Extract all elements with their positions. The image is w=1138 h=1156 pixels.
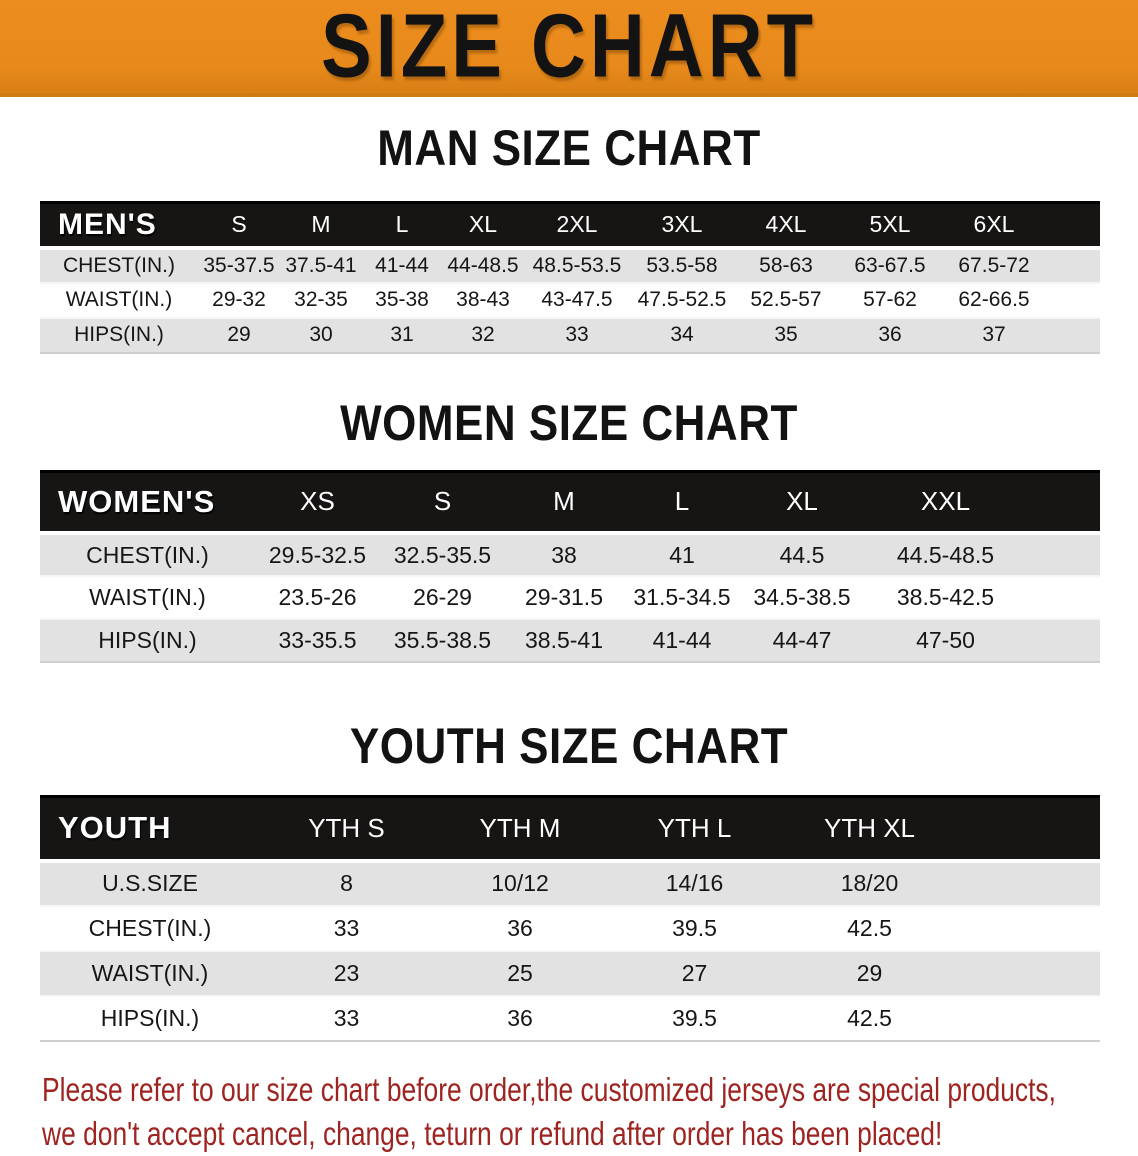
women-size-table xyxy=(40,470,1100,664)
table-corner-label: WOMEN'S xyxy=(40,471,255,533)
size-cell: 38 xyxy=(551,541,577,568)
size-cell: 29-32 xyxy=(212,288,266,311)
table-row xyxy=(40,283,1100,318)
size-column-header: S xyxy=(380,471,505,533)
size-cell: 33 xyxy=(333,1004,360,1031)
row-filler-cell xyxy=(1028,619,1100,662)
table-header-row xyxy=(40,797,1100,861)
size-cell: 18/20 xyxy=(840,870,899,896)
row-label: HIPS(IN.) xyxy=(98,627,197,653)
size-cell: 38.5-41 xyxy=(524,627,603,653)
size-column-header: YTH M xyxy=(433,797,607,861)
row-filler-cell xyxy=(957,861,1100,906)
row-filler-cell xyxy=(957,951,1100,996)
size-cell: 44.5-48.5 xyxy=(896,541,995,568)
row-filler-cell xyxy=(1046,318,1100,353)
size-column-header: XXL xyxy=(863,471,1028,533)
size-table xyxy=(40,201,1100,354)
table-row xyxy=(40,951,1100,996)
youth-section-heading: YOUTH SIZE CHART xyxy=(349,718,789,775)
size-cell: 10/12 xyxy=(491,870,549,896)
size-cell: 48.5-53.5 xyxy=(532,253,622,277)
table-row xyxy=(40,576,1100,619)
size-cell: 52.5-57 xyxy=(750,288,822,311)
table-row xyxy=(40,318,1100,353)
size-column-header: S xyxy=(198,203,280,248)
size-cell: 34.5-38.5 xyxy=(753,584,851,610)
size-cell: 36 xyxy=(507,914,533,941)
size-cell: 8 xyxy=(340,870,353,896)
size-cell: 35-38 xyxy=(375,288,429,311)
size-cell: 44-47 xyxy=(772,627,832,653)
row-filler-cell xyxy=(957,906,1100,951)
youth-size-table xyxy=(40,795,1100,1042)
size-cell: 37 xyxy=(982,323,1006,346)
size-cell: 30 xyxy=(309,323,333,346)
table-corner-label: YOUTH xyxy=(40,797,260,861)
row-label: WAIST(IN.) xyxy=(65,288,173,311)
size-cell: 44.5 xyxy=(779,541,825,568)
size-cell: 57-62 xyxy=(863,288,917,311)
row-label: HIPS(IN.) xyxy=(74,323,164,346)
size-cell: 67.5-72 xyxy=(958,253,1030,277)
size-cell: 35-37.5 xyxy=(203,253,275,277)
disclaimer-line-1: Please refer to our size chart before order,the customized jerseys are special products, xyxy=(42,1070,1056,1108)
men-section-heading: MAN SIZE CHART xyxy=(377,120,761,177)
size-cell: 25 xyxy=(507,959,533,986)
table-header-row xyxy=(40,471,1100,533)
row-label: CHEST(IN.) xyxy=(88,914,212,941)
table-header-row xyxy=(40,203,1100,248)
size-column-header: 4XL xyxy=(734,203,838,248)
row-filler-cell xyxy=(957,996,1100,1041)
size-cell: 35.5-38.5 xyxy=(393,627,492,653)
size-cell: 31.5-34.5 xyxy=(633,584,731,610)
size-cell: 36 xyxy=(507,1004,533,1031)
size-cell: 27 xyxy=(681,959,708,986)
size-cell: 37.5-41 xyxy=(285,253,357,277)
size-cell: 43-47.5 xyxy=(541,288,613,311)
size-cell: 47-50 xyxy=(916,627,975,653)
row-filler-cell xyxy=(1028,533,1100,576)
table-row xyxy=(40,533,1100,576)
size-cell: 31 xyxy=(390,323,414,346)
size-table xyxy=(40,795,1100,1042)
size-column-header: L xyxy=(623,471,741,533)
size-cell: 34 xyxy=(670,323,694,346)
row-label: CHEST(IN.) xyxy=(63,253,175,277)
disclaimer-note xyxy=(42,1068,1056,1156)
size-cell: 33 xyxy=(333,914,360,941)
size-cell: 29.5-32.5 xyxy=(268,541,367,568)
size-column-header: 6XL xyxy=(942,203,1046,248)
size-cell: 23.5-26 xyxy=(278,584,357,610)
size-cell: 29 xyxy=(227,323,251,346)
size-cell: 42.5 xyxy=(847,1004,892,1031)
row-filler-cell xyxy=(1046,248,1100,283)
size-cell: 41 xyxy=(669,541,695,568)
women-section-heading: WOMEN SIZE CHART xyxy=(340,395,798,451)
size-column-header: XS xyxy=(255,471,380,533)
size-cell: 35 xyxy=(774,323,798,346)
disclaimer-line-2: we don't accept cancel, change, teturn or refund after order has been placed! xyxy=(42,1114,943,1152)
size-column-header: L xyxy=(362,203,442,248)
men-size-table xyxy=(40,201,1100,354)
size-cell: 39.5 xyxy=(672,914,717,941)
size-cell: 44-48.5 xyxy=(447,253,519,277)
size-cell: 62-66.5 xyxy=(958,288,1030,311)
size-cell: 36 xyxy=(878,323,902,346)
size-cell: 33-35.5 xyxy=(278,627,357,653)
size-cell: 41-44 xyxy=(652,627,712,653)
size-cell: 53.5-58 xyxy=(646,253,718,277)
size-column-header: XL xyxy=(741,471,863,533)
size-column-header: YTH L xyxy=(607,797,782,861)
table-corner-label: MEN'S xyxy=(40,203,198,248)
table-row xyxy=(40,861,1100,906)
size-cell: 29 xyxy=(856,959,883,986)
table-row xyxy=(40,906,1100,951)
size-cell: 32 xyxy=(471,323,495,346)
row-filler-cell xyxy=(1028,576,1100,619)
size-cell: 58-63 xyxy=(759,253,813,277)
size-cell: 41-44 xyxy=(375,253,429,277)
size-table xyxy=(40,470,1100,664)
size-column-header: 3XL xyxy=(630,203,734,248)
size-cell: 14/16 xyxy=(665,870,724,896)
row-label: HIPS(IN.) xyxy=(100,1004,200,1031)
size-cell: 26-29 xyxy=(413,584,472,610)
size-cell: 42.5 xyxy=(847,914,892,941)
row-label: WAIST(IN.) xyxy=(91,959,209,986)
size-cell: 47.5-52.5 xyxy=(637,288,727,311)
header-filler-cell xyxy=(957,797,1100,861)
row-label: WAIST(IN.) xyxy=(89,584,206,610)
row-label: CHEST(IN.) xyxy=(86,541,209,568)
row-filler-cell xyxy=(1046,283,1100,318)
header-filler-cell xyxy=(1028,471,1100,533)
size-column-header: XL xyxy=(442,203,524,248)
size-column-header: YTH S xyxy=(260,797,433,861)
size-cell: 38.5-42.5 xyxy=(896,584,995,610)
size-cell: 29-31.5 xyxy=(524,584,603,610)
size-column-header: YTH XL xyxy=(782,797,957,861)
size-column-header: 2XL xyxy=(524,203,630,248)
size-cell: 23 xyxy=(333,959,360,986)
table-row xyxy=(40,996,1100,1041)
size-cell: 38-43 xyxy=(456,288,510,311)
size-cell: 39.5 xyxy=(672,1004,717,1031)
size-column-header: 5XL xyxy=(838,203,942,248)
size-cell: 32.5-35.5 xyxy=(393,541,492,568)
size-cell: 33 xyxy=(565,323,589,346)
size-cell: 32-35 xyxy=(294,288,348,311)
size-column-header: M xyxy=(280,203,362,248)
table-row xyxy=(40,619,1100,662)
size-chart-banner xyxy=(0,0,1138,97)
banner-title: SIZE CHART xyxy=(321,0,817,97)
size-column-header: M xyxy=(505,471,623,533)
header-filler-cell xyxy=(1046,203,1100,248)
size-cell: 63-67.5 xyxy=(854,253,926,277)
table-row xyxy=(40,248,1100,283)
row-label: U.S.SIZE xyxy=(102,870,198,896)
